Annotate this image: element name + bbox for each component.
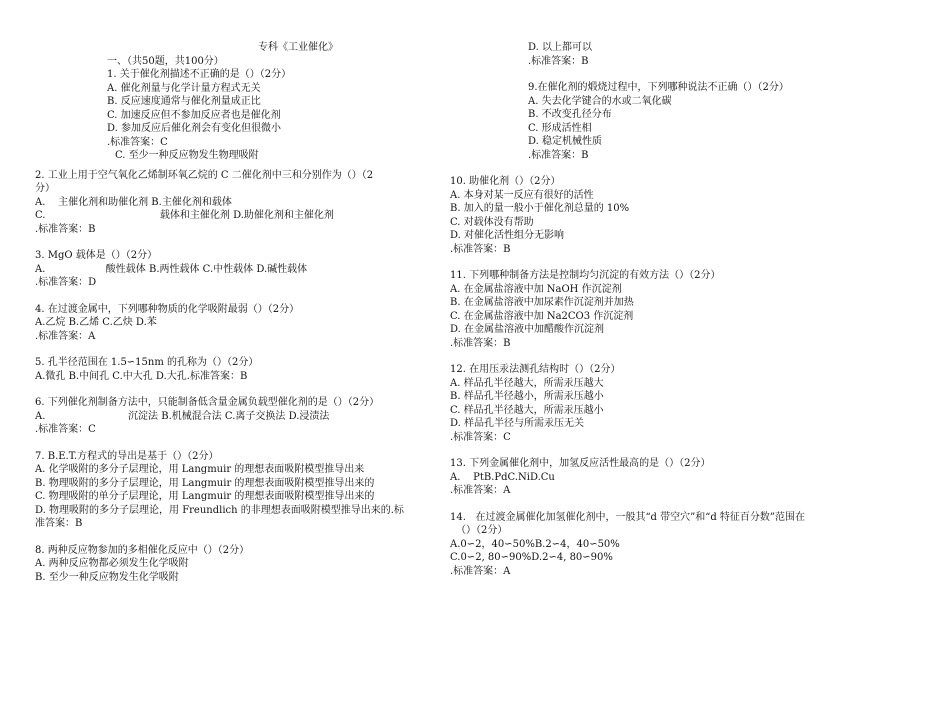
option-b: B. 反应速度通常与催化剂量成正比 <box>107 96 261 107</box>
question-stem: 8. 两种反应物参加的多相催化反应中（）（2分） <box>35 544 250 556</box>
standard-answer: .标准答案：A <box>35 330 96 342</box>
option-b: B. 加入的量一般小于催化剂总量的 10% <box>450 203 630 214</box>
option-d: D. 物理吸附的多分子层理论，用 Freundlich 的非理想表面吸附模型推导出来的.标 <box>35 504 404 516</box>
options: A.0∽2，40∽50%B.2∽4，40∽50% <box>450 538 620 550</box>
standard-answer: .标准答案：D <box>35 277 97 288</box>
option-c-fragment: C. 至少一种反应物发生物理吸附 <box>115 150 259 161</box>
question-11 <box>450 269 850 350</box>
question-2 <box>35 169 415 237</box>
question-6 <box>35 396 415 437</box>
options: A. PtB.PdC.NiD.Cu <box>450 471 555 483</box>
option-c: C. 对载体没有帮助 <box>450 216 534 228</box>
question-stem: 1. 关于催化剂描述不正确的是（）（2分） <box>107 69 292 80</box>
question-stem: 4. 在过渡金属中，下列哪种物质的化学吸附最弱（）（2分） <box>35 303 300 315</box>
section-header: 一、（共50题，共100分） <box>107 55 224 67</box>
option-b: B. 不改变孔径分布 <box>528 109 612 120</box>
option-d: D. 在金属盐溶液中加醋酸作沉淀剂 <box>450 324 605 335</box>
standard-answer: .标准答案：C <box>107 136 168 148</box>
option-a: A. 在金属盐溶液中加 NaOH 作沉淀剂 <box>450 283 622 295</box>
question-stem: 6. 下列催化剂制备方法中，只能制备低含量金属负载型催化剂的是（）（2分） <box>35 397 380 408</box>
question-stem: 14. 在过渡金属催化加氢催化剂中，一般其“d 带空穴”和“d 特征百分数”范围在 <box>450 511 806 523</box>
options: C. 载体和主催化剂 D.助催化剂和主催化剂 <box>35 210 334 221</box>
question-5 <box>35 356 415 383</box>
options: A. 沉淀法 B.机械混合法 C.离子交换法 D.浸渍法 <box>35 410 330 422</box>
question-stem: 9.在催化剂的煅烧过程中，下列哪种说法不正确（）（2分） <box>528 82 789 93</box>
question-stem: 3. MgO 载体是（）（2分） <box>35 250 158 261</box>
options: C.0∽2, 80∽90%D.2∽4, 80∽90% <box>450 552 613 563</box>
standard-answer: .标准答案：B <box>528 149 589 161</box>
option-d: D. 参加反应后催化剂会有变化但很微小 <box>107 123 282 134</box>
option-b: B. 在金属盐溶液中加尿素作沉淀剂并加热 <box>450 297 634 308</box>
options: A. 酸性载体 B.两性载体 C.中性载体 D.碱性载体 <box>35 263 308 275</box>
standard-answer: .标准答案：B <box>450 337 511 349</box>
option-c: C. 加速反应但不参加反应者也是催化剂 <box>107 109 281 121</box>
standard-answer: .标准答案：A <box>450 565 511 577</box>
option-a: A. 催化剂量与化学计量方程式无关 <box>107 82 261 94</box>
options: A.微孔 B.中间孔 C.中大孔 D.大孔.标准答案：B <box>35 370 248 382</box>
question-stem-cont: 分） <box>35 183 55 194</box>
question-stem-cont: （）（2分） <box>456 525 508 536</box>
option-d: D. 样品孔半径与所需汞压无关 <box>450 418 585 429</box>
standard-answer: .标准答案：B <box>450 243 511 255</box>
question-stem: 7. B.E.T.方程式的导出是基于（）（2分） <box>35 450 219 462</box>
standard-answer: 准答案：B <box>35 518 83 529</box>
standard-answer: .标准答案：C <box>35 424 96 435</box>
question-12 <box>450 363 850 444</box>
option-c: C. 物理吸附的单分子层理论，用 Langmuir 的理想表面吸附模型推导出来的 <box>35 491 375 502</box>
question-10 <box>450 175 850 256</box>
question-stem: 12. 在用压汞法测孔结构时（）（2分） <box>450 364 621 375</box>
option-b: B. 物理吸附的多分子层理论，用 Langmuir 的理想表面吸附模型推导出来的 <box>35 477 375 489</box>
options: A. 主催化剂和助催化剂 B.主催化剂和载体 <box>35 196 232 208</box>
question-7 <box>35 450 415 531</box>
question-stem: 5. 孔半径范围在 1.5∽15nm 的孔称为（）（2分） <box>35 357 259 368</box>
question-8 <box>35 544 415 585</box>
option-c: C. 形成活性相 <box>528 122 592 134</box>
question-stem: 2. 工业上用于空气氧化乙烯制环氧乙烷的 C 二催化剂中三和分别作为（）（2 <box>35 169 374 181</box>
option-b: B. 至少一种反应物发生化学吸附 <box>35 571 179 583</box>
option-d: D. 以上都可以 <box>528 42 593 53</box>
question-14 <box>450 511 850 579</box>
standard-answer: .标准答案：B <box>528 55 589 67</box>
option-a: A. 两种反应物都必须发生化学吸附 <box>35 558 189 569</box>
question-stem: 13. 下列金属催化剂中，加氢反应活性最高的是（）（2分） <box>450 458 711 469</box>
standard-answer: .标准答案：C <box>450 431 511 443</box>
document-title: 专科《工业催化》 <box>258 42 338 53</box>
option-c: C. 样品孔半径越大，所需汞压越小 <box>450 404 604 416</box>
option-d: D. 稳定机械性质 <box>528 136 603 147</box>
option-d: D. 对催化活性组分无影响 <box>450 230 565 241</box>
left-column <box>35 41 415 584</box>
options: A.乙烷 B.乙烯 C.乙炔 D.苯 <box>35 317 157 328</box>
option-a: A. 样品孔半径越大，所需汞压越大 <box>450 377 604 389</box>
question-13 <box>450 457 850 498</box>
question-9 <box>450 81 850 162</box>
standard-answer: .标准答案：B <box>35 223 96 235</box>
standard-answer: .标准答案：A <box>450 485 511 496</box>
question-8-continued <box>450 41 850 68</box>
option-a: A. 失去化学键合的水或二氧化碳 <box>528 95 672 107</box>
option-a: A. 化学吸附的多分子层理论，用 Langmuir 的理想表面吸附模型推导出来 <box>35 464 365 475</box>
option-b: B. 样品孔半径越小，所需汞压越小 <box>450 391 604 402</box>
question-stem: 10. 助催化剂（）（2分） <box>450 176 561 187</box>
question-stem: 11. 下列哪种制备方法是控制均匀沉淀的有效方法（）（2分） <box>450 270 721 281</box>
question-1 <box>35 68 415 163</box>
question-3 <box>35 249 415 290</box>
question-4 <box>35 303 415 344</box>
option-a: A. 本身对某一反应有很好的活性 <box>450 189 594 201</box>
option-c: C. 在金属盐溶液中加 Na2CO3 作沉淀剂 <box>450 310 634 322</box>
right-column <box>450 41 850 578</box>
